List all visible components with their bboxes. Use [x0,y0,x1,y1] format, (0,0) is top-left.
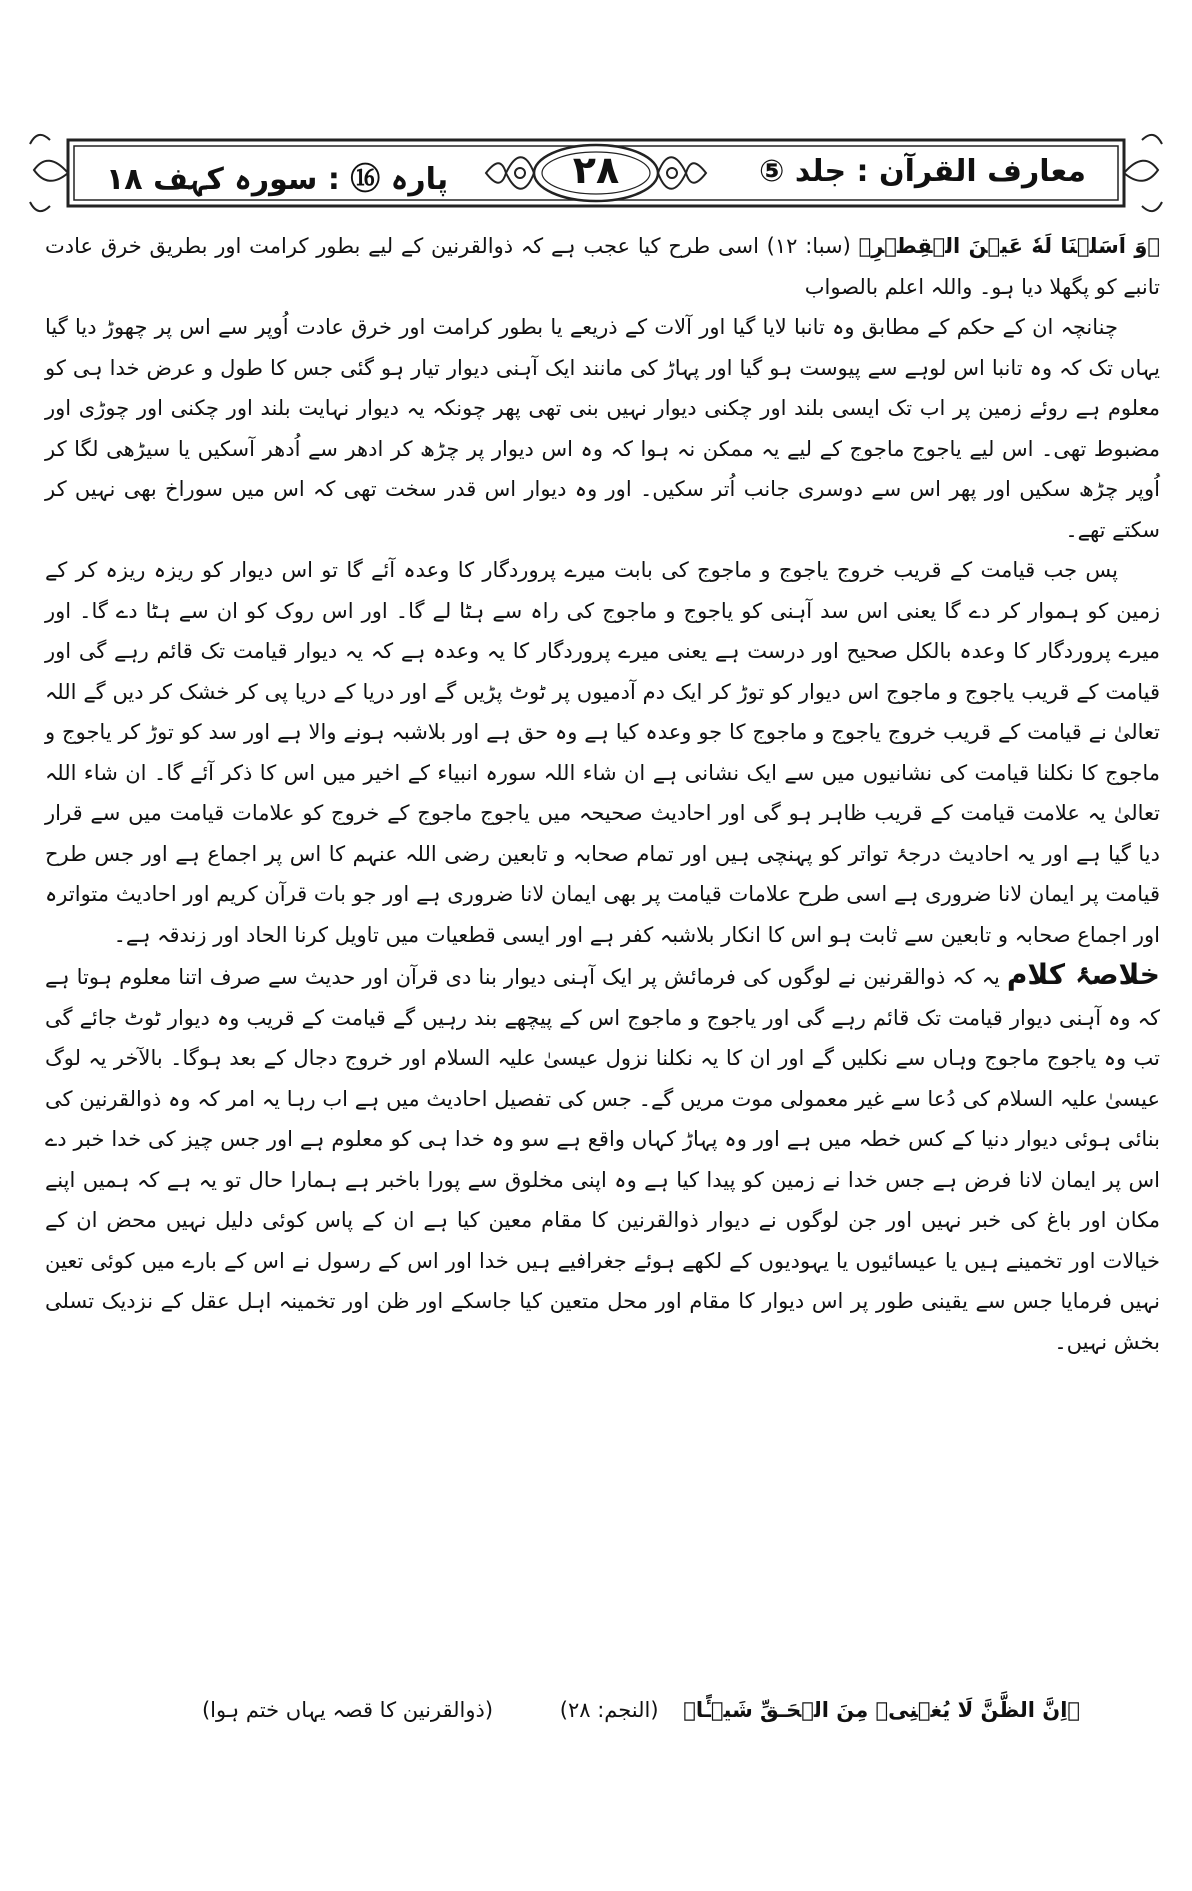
page-header [28,130,1164,218]
page-number: ۲۸ [572,148,620,192]
closing-verse: ﴿اِنَّ الظَّنَّ لَا يُغۡنِىۡ مِنَ الۡحَـقِّ شَيۡـًٔا﴾ [683,1698,1080,1722]
paragraph [45,955,1160,1362]
quran-verse: ﴿وَ اَسَلۡنَا لَهٗ عَيۡنَ الۡقِطۡرِ﴾ [858,234,1160,258]
story-end-note: (ذوالقرنین کا قصہ یہاں ختم ہوا) [201,1698,494,1722]
closing-line [201,1690,1080,1730]
paragraph-text: یہ کہ ذوالقرنین نے لوگوں کی فرمائش پر ایک آہنی دیوار بنا دی قرآن اور حدیث سے صرف اتنا معلوم ہوتا ہے کہ وہ آہنی دیوار قیامت تک قائم رہے گی اور یاجوج و ماجوج اس کے پیچھے بند رہیں گے قیامت کے قریب وہ دیوار ٹوٹ جائے گی تب وہ یاجوج ماجوج وہاں سے نکلیں گے اور ان کا یہ نکلنا نزول عیسیٰ علیہ السلام اور خروج دجال کے بعد ہوگا۔ بالآخر یہ لوگ عیسیٰ علیہ السلام کی دُعا سے غیر معمولی موت مریں گے۔ جس کی تفصیل احادیث میں ہے اب رہا یہ امر کہ وہ ذوالقرنین کی بنائی ہوئی دیوار دنیا کے کس خطہ میں ہے اور وہ پہاڑ کہاں واقع ہے سو وہ خدا ہی کو معلوم ہے اور جس چیز کی خدا خبر دے اس پر ایمان لانا فرض ہے جس خدا نے زمین کو پیدا کیا ہے وہ اپنی مخلوق سے پورا باخبر ہے ہمارا حال تو یہ ہے کہ ہمیں اپنے مکان اور باغ کی خبر نہیں اور جن لوگوں نے دیوار ذوالقرنین کا مقام معین کیا ہے ان کے پاس کوئی دلیل نہیں محض ان کے خیالات اور تخمینے ہیں یا عیسائیوں یا یہودیوں کے لکھے ہوئے جغرافیے ہیں خدا اور اس کے رسول نے اس کے بارے میں کوئی تعین نہیں فرمایا جس سے یقینی طور پر اس دیوار کا مقام اور محل متعین کیا جاسکے اور ظن اور تخمینہ اہل عقل کے نزدیک تسلی بخش نہیں۔ [45,965,1160,1354]
book-title: معارف القرآن : جلد ⑤ [759,154,1086,189]
paragraph [45,550,1160,955]
paragraph-text: چنانچہ ان کے حکم کے مطابق وہ تانبا لایا گیا اور آلات کے ذریعے یا بطور کرامت اور خرق عادت اُوپر سے اس پر چھوڑ دیا گیا یہاں تک کہ وہ تانبا اس لوہے سے پیوست ہو گیا اور پہاڑ کی مانند ایک آہنی دیوار تیار ہو گئی جس کا طول و عرض خدا ہی کو معلوم ہے روئے زمین پر اب تک ایسی بلند اور چکنی دیوار نہیں بنی تھی پھر چونکہ یہ دیوار نہایت بلند اور چکنی اور چوڑی اور مضبوط تھی۔ اس لیے یاجوج ماجوج کے لیے یہ ممکن نہ ہوا کہ وہ اس دیوار پر چڑھ کر ادھر سے اُدھر آسکیں یا سیڑھی لگا کر اُوپر چڑھ سکیں اور پھر اس سے دوسری جانب اُتر سکیں۔ اور وہ دیوار اس قدر سخت تھی کہ اس میں سوراخ بھی نہیں کر سکتے تھے۔ [45,315,1160,542]
paragraph [45,307,1160,550]
page-body [45,226,1160,1362]
paragraph-text: پس جب قیامت کے قریب خروج یاجوج و ماجوج کی بابت میرے پروردگار کا وعدہ آئے گا تو اس دیوار کو ریزہ ریزہ کر کے زمین کو ہموار کر دے گا یعنی اس سد آہنی کو یاجوج و ماجوج کی راہ سے ہٹا لے گا۔ اور اس روک کو ان سے ہٹا دے گا۔ اور میرے پروردگار کا وعدہ بالکل صحیح اور درست ہے یعنی میرے پروردگار کا یہ وعدہ ہے کہ یہ دیوار قیامت تک قائم رہے گی اور قیامت کے قریب یاجوج و ماجوج اس دیوار کو توڑ کر ایک دم آدمیوں پر ٹوٹ پڑیں گے اور دریا کے دریا پی کر خشک کر دیں گے اللہ تعالیٰ نے قیامت کے قریب خروج یاجوج و ماجوج کا جو وعدہ کیا ہے وہ حق ہے اور بلاشبہ ہونے والا ہے اور سد کو توڑ کر یاجوج و ماجوج کا نکلنا قیامت کی نشانیوں میں سے ایک نشانی ہے ان شاء اللہ سورہ انبیاء کے اخیر میں اس کا ذکر آئے گا۔ ان شاء اللہ تعالیٰ یہ علامت قیامت کے قریب ظاہر ہو گی اور احادیث صحیحہ میں یاجوج ماجوج کے خروج کو علامات قیامت میں سے قرار دیا گیا ہے اور یہ احادیث درجۂ تواتر کو پہنچی ہیں اور تمام صحابہ و تابعین رضی اللہ عنہم کا اس پر اجماع ہے اور جس طرح قیامت پر ایمان لانا ضروری ہے اسی طرح علامات قیامت پر بھی ایمان لانا ضروری ہے اور جو بات قرآن کریم اور احادیث متواترہ اور اجماع صحابہ و تابعین سے ثابت ہو اس کا انکار بلاشبہ کفر ہے اور ایسی قطعیات میں تاویل کرنا الحاد اور زندقہ ہے۔ [45,558,1160,947]
summary-heading: خلاصۂ کلام [1006,958,1160,991]
paragraph [45,226,1160,307]
section-label: پارہ ⑯ : سورہ کہف ۱۸ [106,162,449,197]
paragraph-text: (سبا: ۱۲) اسی طرح کیا عجب ہے کہ ذوالقرنین کے لیے بطور کرامت اور بطریق خرق عادت تانبے کو پگھلا دیا ہو۔ واللہ اعلم بالصواب [45,234,1160,299]
verse-reference: (النجم: ۲۸) [559,1698,659,1722]
